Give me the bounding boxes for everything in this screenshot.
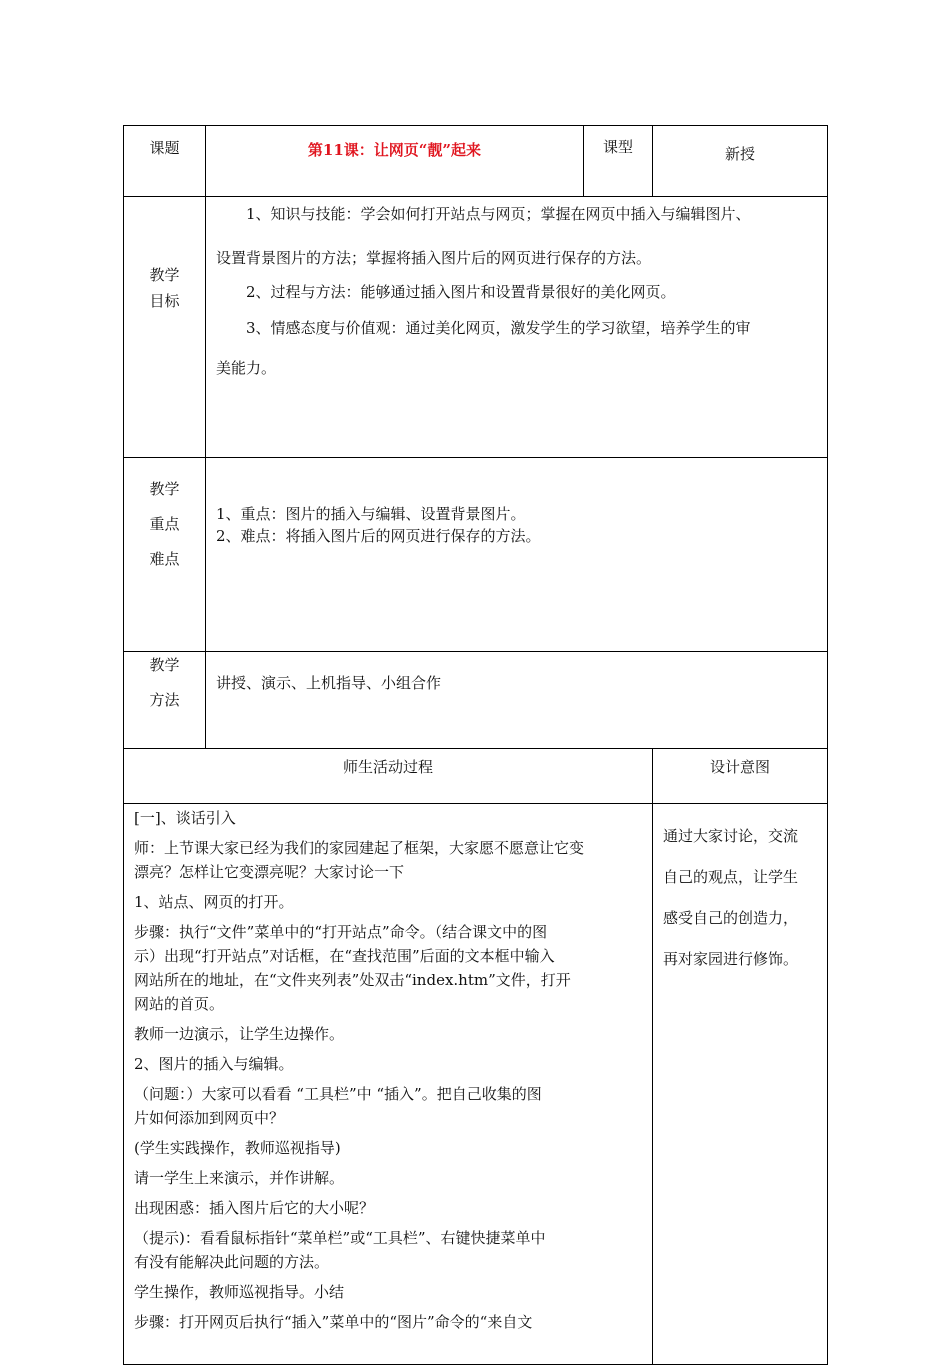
process-line: 网站的首页。 bbox=[134, 995, 225, 1013]
process-line: 学生操作，教师巡视指导。小结 bbox=[134, 1283, 345, 1301]
intent-header-cell bbox=[653, 749, 828, 804]
goal-paragraph: 1、知识与技能：学会如何打开站点与网页；掌握在网页中插入与编辑图片、 bbox=[246, 205, 751, 223]
process-line: [一]、谈话引入 bbox=[134, 809, 236, 827]
process-line: (学生实践操作，教师巡视指导) bbox=[134, 1139, 341, 1157]
goals-label-cell bbox=[124, 197, 206, 458]
goals-label-line2: 目标 bbox=[149, 292, 180, 310]
goals-content-cell bbox=[206, 197, 828, 458]
intent-content-cell bbox=[653, 804, 828, 1365]
header-row bbox=[124, 126, 828, 197]
lesson-plan-table bbox=[123, 125, 828, 1365]
key-points-label-cell bbox=[124, 458, 206, 652]
intent-line: 感受自己的创造力， bbox=[663, 909, 799, 927]
process-line: 出现困惑：插入图片后它的大小呢？ bbox=[134, 1199, 375, 1217]
topic-label: 课题 bbox=[149, 139, 180, 157]
process-line: 教师一边演示，让学生边操作。 bbox=[134, 1025, 345, 1043]
process-line: 2、图片的插入与编辑。 bbox=[134, 1055, 294, 1073]
goal-paragraph: 美能力。 bbox=[216, 359, 277, 377]
topic-label-cell bbox=[124, 126, 206, 197]
process-line: （问题：）大家可以看看 “工具栏”中 “插入”。把自己收集的图 bbox=[134, 1085, 542, 1103]
process-line: （提示)：看看鼠标指针“菜单栏”或“工具栏”、右键快捷菜单中 bbox=[134, 1229, 546, 1247]
intent-line: 自己的观点，让学生 bbox=[663, 868, 799, 886]
lesson-plan-page bbox=[123, 125, 827, 1331]
intent-header: 设计意图 bbox=[709, 758, 770, 776]
process-line: 步骤：执行“文件”菜单中的“打开站点”命令。（结合课文中的图 bbox=[134, 923, 548, 941]
process-line: 请一学生上来演示，并作讲解。 bbox=[134, 1169, 345, 1187]
process-line: 网站所在的地址，在“文件夹列表”处双击“index.htm”文件，打开 bbox=[134, 971, 571, 989]
type-label-cell bbox=[584, 126, 653, 197]
type-value-cell bbox=[653, 126, 828, 197]
process-line: 步骤：打开网页后执行“插入”菜单中的“图片”命令的“来自文 bbox=[134, 1313, 533, 1331]
process-line: 漂亮？怎样让它变漂亮呢？大家讨论一下 bbox=[134, 863, 405, 881]
lesson-title: 第11课：让网页“靓”起来 bbox=[307, 141, 482, 159]
process-content-cell bbox=[124, 804, 653, 1365]
process-row bbox=[124, 804, 828, 1365]
column-header-row bbox=[124, 749, 828, 804]
process-header: 师生活动过程 bbox=[342, 758, 433, 776]
intent-line: 再对家园进行修饰。 bbox=[663, 950, 799, 968]
process-line: 片如何添加到网页中？ bbox=[134, 1109, 285, 1127]
key-points-row bbox=[124, 458, 828, 652]
process-line: 师：上节课大家已经为我们的家园建起了框架，大家愿不愿意让它变 bbox=[134, 839, 585, 857]
methods-value: 讲授、演示、上机指导、小组合作 bbox=[216, 674, 442, 692]
key-label-line3: 难点 bbox=[149, 550, 180, 568]
process-header-cell bbox=[124, 749, 653, 804]
goals-label-line1: 教学 bbox=[149, 266, 180, 284]
process-line: 示）出现“打开站点”对话框，在“查找范围”后面的文本框中输入 bbox=[134, 947, 555, 965]
methods-row bbox=[124, 652, 828, 749]
process-line: 1、站点、网页的打开。 bbox=[134, 893, 294, 911]
process-line: 有没有能解决此问题的方法。 bbox=[134, 1253, 330, 1271]
type-value: 新授 bbox=[724, 145, 755, 163]
methods-label-line1: 教学 bbox=[149, 656, 180, 674]
key-label-line2: 重点 bbox=[149, 515, 180, 533]
methods-content-cell bbox=[206, 652, 828, 749]
lesson-title-cell bbox=[206, 126, 584, 197]
key-label-line1: 教学 bbox=[149, 480, 180, 498]
methods-label-cell bbox=[124, 652, 206, 749]
type-label: 课型 bbox=[602, 138, 633, 156]
goals-row bbox=[124, 197, 828, 458]
goal-paragraph: 设置背景图片的方法；掌握将插入图片后的网页进行保存的方法。 bbox=[216, 249, 652, 267]
goal-paragraph: 2、过程与方法：能够通过插入图片和设置背景很好的美化网页。 bbox=[246, 283, 676, 301]
key-point-item: 1、重点：图片的插入与编辑、设置背景图片。 bbox=[216, 505, 526, 523]
intent-line: 通过大家讨论，交流 bbox=[663, 827, 799, 845]
key-point-item: 2、难点：将插入图片后的网页进行保存的方法。 bbox=[216, 527, 541, 545]
key-points-content-cell bbox=[206, 458, 828, 652]
methods-label-line2: 方法 bbox=[149, 691, 180, 709]
goal-paragraph: 3、情感态度与价值观：通过美化网页，激发学生的学习欲望，培养学生的审 bbox=[246, 319, 751, 337]
